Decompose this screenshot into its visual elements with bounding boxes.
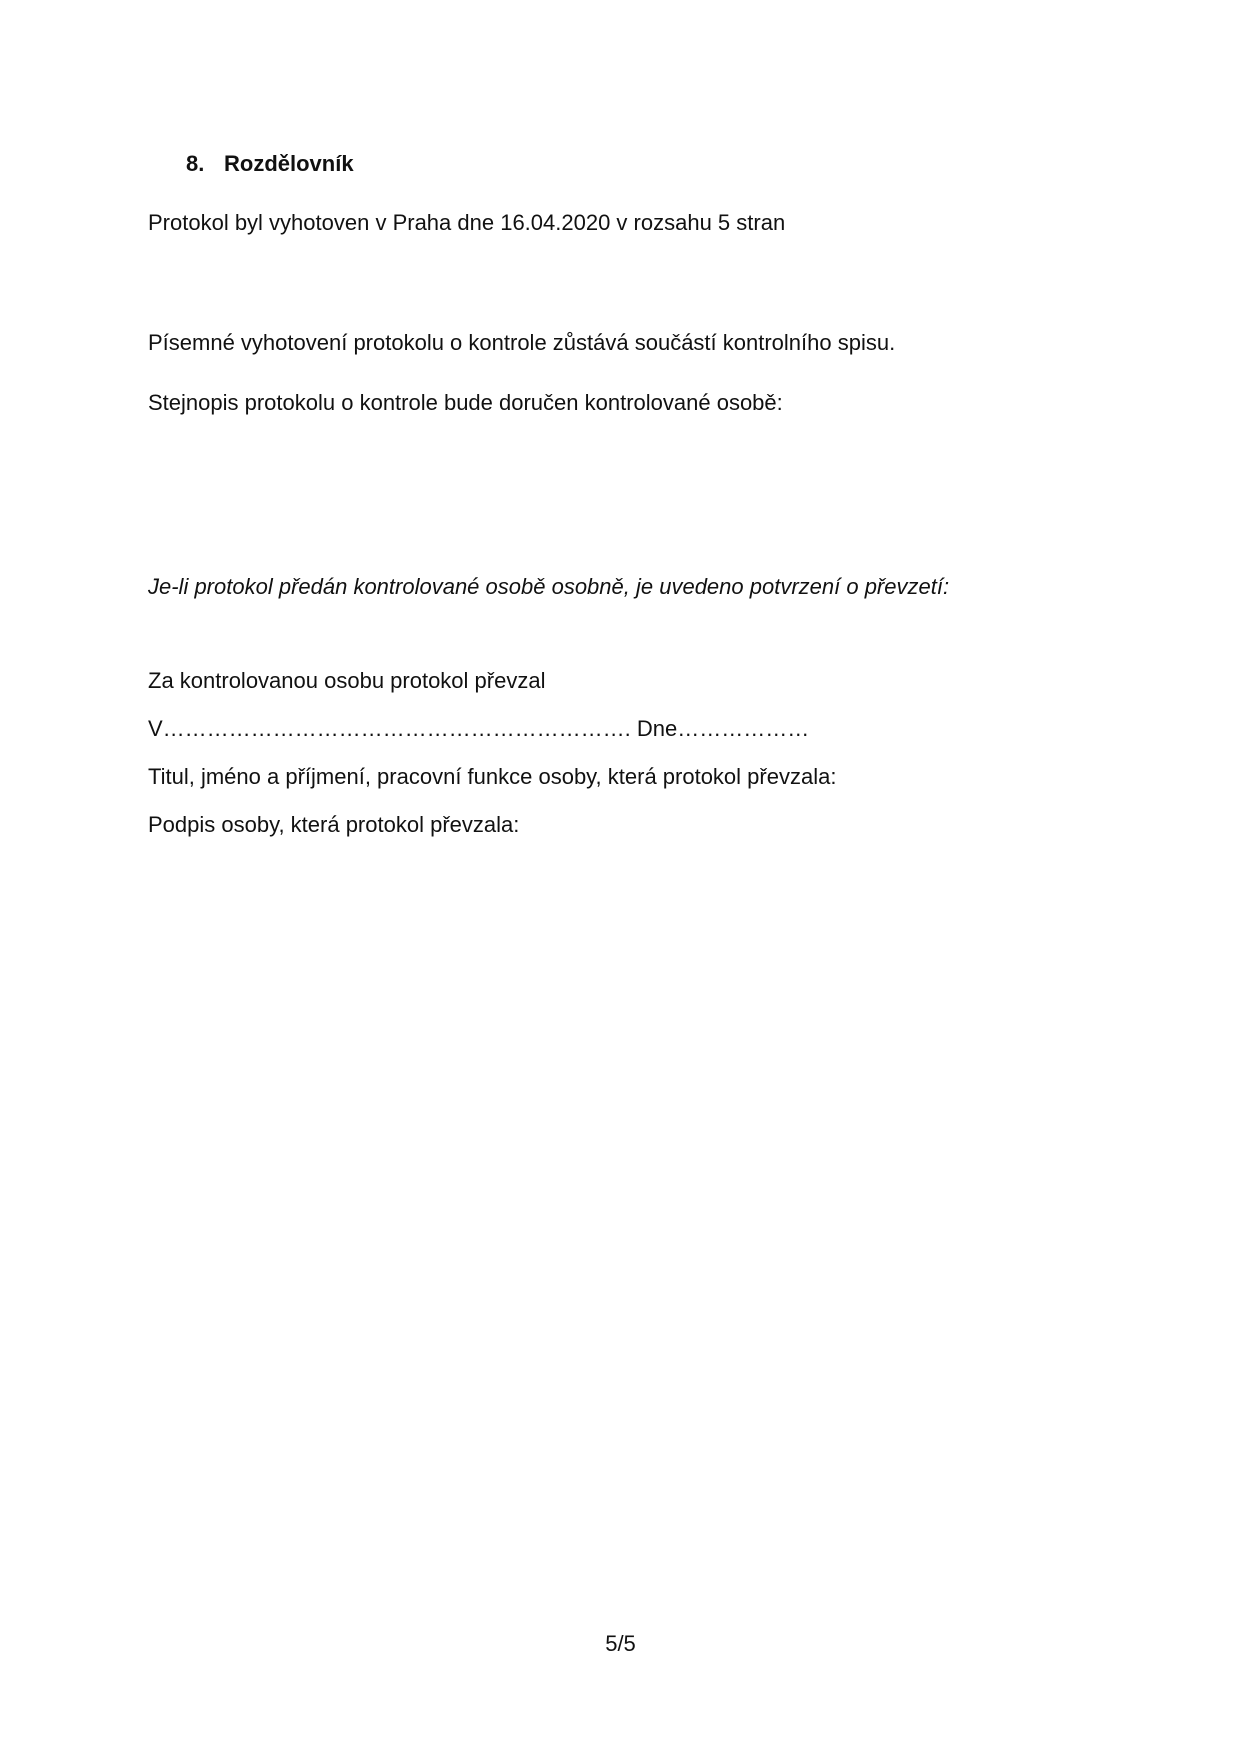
place-date-line: V………………………………………………………. Dne……………… bbox=[148, 716, 810, 741]
handover-note: Je-li protokol předán kontrolované osobě osobně, je uvedeno potvrzení o převzetí: bbox=[148, 574, 950, 599]
received-by-line: Za kontrolovanou osobu protokol převzal bbox=[148, 668, 546, 693]
page-number: 5/5 bbox=[605, 1631, 636, 1656]
title-name-line: Titul, jméno a příjmení, pracovní funkce osoby, která protokol převzala: bbox=[148, 764, 837, 789]
section-heading bbox=[186, 150, 354, 178]
signature-line: Podpis osoby, která protokol převzala: bbox=[148, 812, 520, 837]
written-copy-paragraph: Písemné vyhotovení protokolu o kontrole zůstává součástí kontrolního spisu. bbox=[148, 330, 896, 355]
duplicate-paragraph: Stejnopis protokolu o kontrole bude doručen kontrolované osobě: bbox=[148, 390, 783, 415]
issued-paragraph: Protokol byl vyhotoven v Praha dne 16.04.2020 v rozsahu 5 stran bbox=[148, 210, 786, 235]
section-number: 8. bbox=[186, 151, 205, 176]
section-title: Rozdělovník bbox=[224, 151, 354, 176]
